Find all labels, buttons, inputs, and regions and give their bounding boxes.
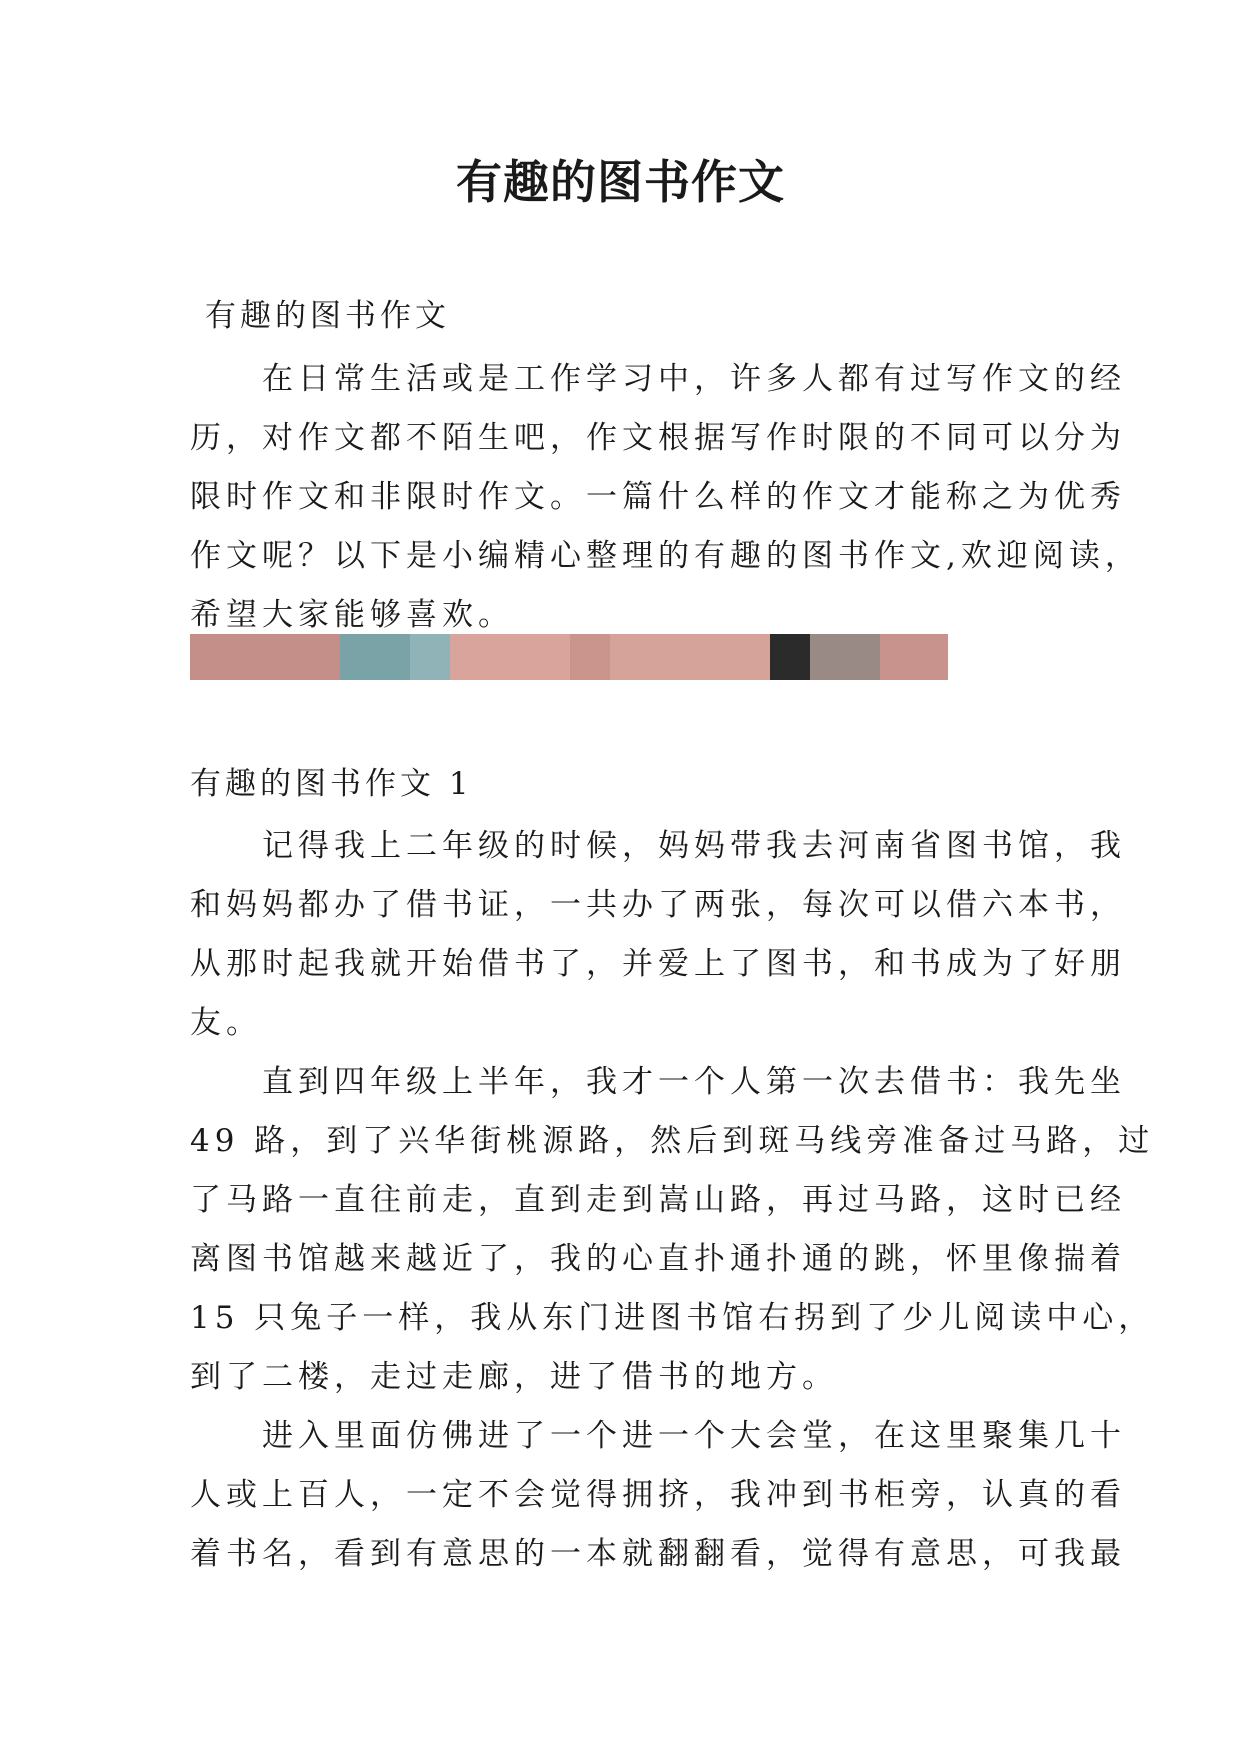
essay-line: 友。 <box>190 1005 262 1041</box>
essay-line: 人或上百人，一定不会觉得拥挤，我冲到书柜旁，认真的看 <box>190 1477 1126 1513</box>
photo-band <box>410 634 450 680</box>
section-heading: 有趣的图书作文 1 <box>190 766 473 802</box>
intro-line: 作文呢？以下是小编精心整理的有趣的图书作文,欢迎阅读， <box>190 538 1141 574</box>
photo-band <box>340 634 410 680</box>
essay-line: 着书名，看到有意思的一本就翻翻看，觉得有意思，可我最 <box>190 1536 1126 1572</box>
intro-paragraph <box>190 350 1141 645</box>
photo-band <box>570 634 610 680</box>
essay-line: 记得我上二年级的时候，妈妈带我去河南省图书馆，我 <box>190 828 1126 864</box>
photo-band <box>880 634 948 680</box>
page-title: 有趣的图书作文 <box>456 155 785 209</box>
photo-band <box>450 634 570 680</box>
photo-band <box>190 634 340 680</box>
intro-line: 希望大家能够喜欢。 <box>190 597 514 633</box>
essay-line: 和妈妈都办了借书证，一共办了两张，每次可以借六本书， <box>190 887 1126 923</box>
essay-line: 49 路，到了兴华街桃源路，然后到斑马线旁准备过马路，过 <box>190 1123 1155 1159</box>
essay-line: 从那时起我就开始借书了，并爱上了图书，和书成为了好朋 <box>190 946 1126 982</box>
intro-line: 限时作文和非限时作文。一篇什么样的作文才能称之为优秀 <box>190 479 1126 515</box>
document-subtitle: 有趣的图书作文 <box>205 298 450 334</box>
essay-line: 了马路一直往前走，直到走到嵩山路，再过马路，这时已经 <box>190 1182 1126 1218</box>
essay-body <box>190 817 1155 1584</box>
essay-line: 离图书馆越来越近了，我的心直扑通扑通的跳，怀里像揣着 <box>190 1241 1126 1277</box>
essay-line: 进入里面仿佛进了一个进一个大会堂，在这里聚集几十 <box>190 1418 1126 1454</box>
photo-band <box>810 634 880 680</box>
intro-line: 在日常生活或是工作学习中，许多人都有过写作文的经 <box>190 361 1126 397</box>
intro-line: 历，对作文都不陌生吧，作文根据写作时限的不同可以分为 <box>190 420 1126 456</box>
essay-line: 到了二楼，走过走廊，进了借书的地方。 <box>190 1359 838 1395</box>
photo-band <box>770 634 810 680</box>
essay-line: 15 只兔子一样，我从东门进图书馆右拐到了少儿阅读中心， <box>190 1300 1155 1336</box>
library-photo <box>190 634 948 680</box>
photo-band <box>610 634 770 680</box>
essay-line: 直到四年级上半年，我才一个人第一次去借书：我先坐 <box>190 1064 1126 1100</box>
